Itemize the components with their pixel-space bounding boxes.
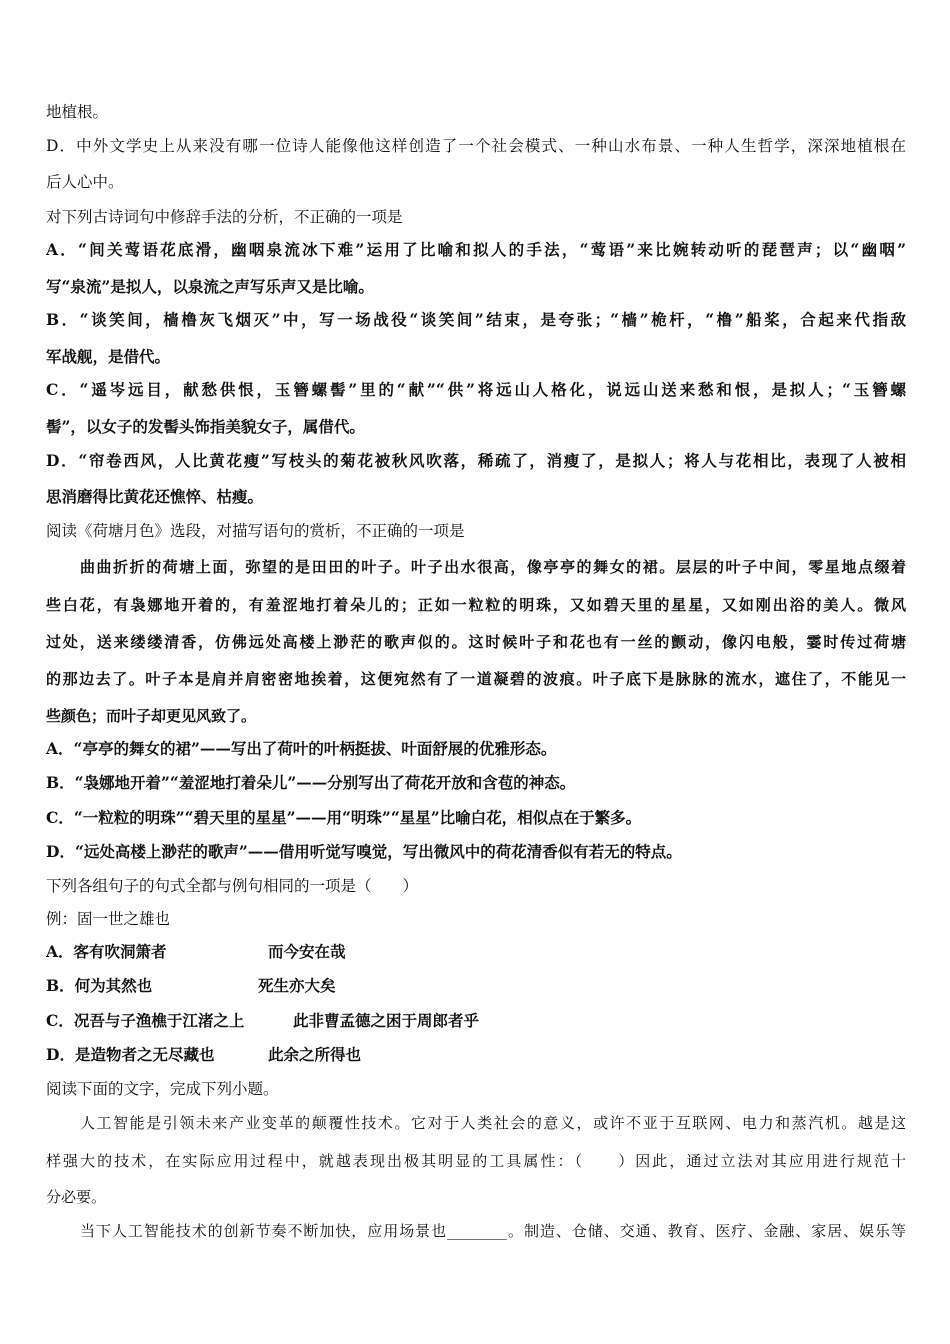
- option-c-text: C．“遥岑远目，献愁供恨，玉簪螺髻”里的“献”“供”将远山人格化，说远山送来愁和恨，是拟人；“玉簪螺: [46, 380, 906, 399]
- option-b-first: B．何为其然也: [46, 976, 153, 995]
- text-line: 后人心中。: [46, 173, 124, 191]
- text-line: 髻”，以女子的发髻头饰指美貌女子，属借代。: [46, 417, 365, 436]
- option-a-row: [46, 942, 906, 962]
- question-stem: 对下列古诗词句中修辞手法的分析，不正确的一项是: [46, 208, 403, 226]
- example-sentence: 例：固一世之雄也: [46, 910, 171, 928]
- question-stem: 阅读下面的文字，完成下列小题。: [46, 1080, 279, 1098]
- passage-line: 分必要。: [46, 1188, 107, 1206]
- option-d-row: [46, 1045, 906, 1065]
- passage-line: 过处，送来缕缕清香，仿佛远处高楼上渺茫的歌声似的。这时候叶子和花也有一丝的颤动，像闪电般，霎时传过荷塘: [46, 633, 906, 651]
- text-line: 写“泉流”是拟人，以泉流之声写乐声又是比喻。: [46, 277, 374, 296]
- passage-line: 样强大的技术，在实际应用过程中，就越表现出极其明显的工具属性：（ ）因此，通过立法对其应用进行规范十: [46, 1152, 906, 1170]
- option-b-text: B．“谈笑间，樯橹灰飞烟灭”中，写一场战役“谈笑间”结束，是夸张；“樯”桅杆，“橹”船桨，合起来代指敌: [46, 310, 906, 329]
- passage-line: 些白花，有袅娜地开着的，有羞涩地打着朵儿的；正如一粒粒的明珠，又如碧天里的星星，又如刚出浴的美人。微风: [46, 596, 906, 614]
- passage-line: 的那边去了。叶子本是肩并肩密密地挨着，这便宛然有了一道凝碧的波痕。叶子底下是脉脉的流水，遮住了，不能见一: [46, 670, 906, 688]
- passage-line: 人工智能是引领未来产业变革的颠覆性技术。它对于人类社会的意义，或许不亚于互联网、电力和蒸汽机。越是这: [80, 1114, 906, 1132]
- option-c-second: 此非曹孟德之困于周郎者乎: [293, 1011, 480, 1030]
- option-b-second: 死生亦大矣: [258, 976, 336, 995]
- option-d-text: D．“远处高楼上渺茫的歌声”——借用听觉写嗅觉，写出微风中的荷花清香似有若无的特点。: [46, 842, 682, 861]
- option-a-text: A．“间关莺语花底滑，幽咽泉流冰下难”运用了比喻和拟人的手法，“莺语”来比婉转动听的琵琶声；以“幽咽”: [46, 240, 906, 259]
- text-line: 军战舰，是借代。: [46, 347, 171, 366]
- option-d-first: D．是造物者之无尽藏也: [46, 1045, 215, 1064]
- text-line: 地植根。: [46, 103, 109, 121]
- option-d-text: D．“帘卷西风，人比黄花瘦”写枝头的菊花被秋风吹落，稀疏了，消瘦了，是拟人；将人与花相比，表现了人被相: [46, 451, 906, 470]
- passage-line: 些颜色；而叶子却更见风致了。: [46, 707, 257, 725]
- option-b-text: B．“袅娜地开着”“羞涩地打着朵儿”——分别写出了荷花开放和含苞的神态。: [46, 773, 576, 792]
- option-a-first: A．客有吹洞箫者: [46, 942, 167, 961]
- passage-line: 曲曲折折的荷塘上面，弥望的是田田的叶子。叶子出水很高，像亭亭的舞女的裙。层层的叶子中间，零星地点缀着: [80, 558, 906, 576]
- option-d-second: 此余之所得也: [268, 1045, 362, 1064]
- option-a-text: A．“亭亭的舞女的裙”——写出了荷叶的叶柄挺拔、叶面舒展的优雅形态。: [46, 739, 557, 758]
- option-c-row: [46, 1011, 906, 1031]
- option-d-text: D．中外文学史上从来没有哪一位诗人能像他这样创造了一个社会模式、一种山水布景、一种人生哲学，深深地植根在: [46, 137, 906, 155]
- question-stem: 下列各组句子的句式全都与例句相同的一项是（ ）: [46, 877, 419, 895]
- question-stem: 阅读《荷塘月色》选段，对描写语句的赏析，不正确的一项是: [46, 522, 465, 540]
- option-a-second: 而今安在哉: [268, 942, 346, 961]
- option-b-row: [46, 976, 906, 996]
- passage-line: 当下人工智能技术的创新节奏不断加快，应用场景也________。制造、仓储、交通、教育、医疗、金融、家居、娱乐等: [80, 1222, 906, 1240]
- text-line: 思消磨得比黄花还憔悴、枯瘦。: [46, 487, 264, 506]
- option-c-text: C．“一粒粒的明珠”“碧天里的星星”——用“明珠”“星星”比喻白花，相似点在于繁多。: [46, 808, 642, 827]
- option-c-first: C．况吾与子渔樵于江渚之上: [46, 1011, 245, 1030]
